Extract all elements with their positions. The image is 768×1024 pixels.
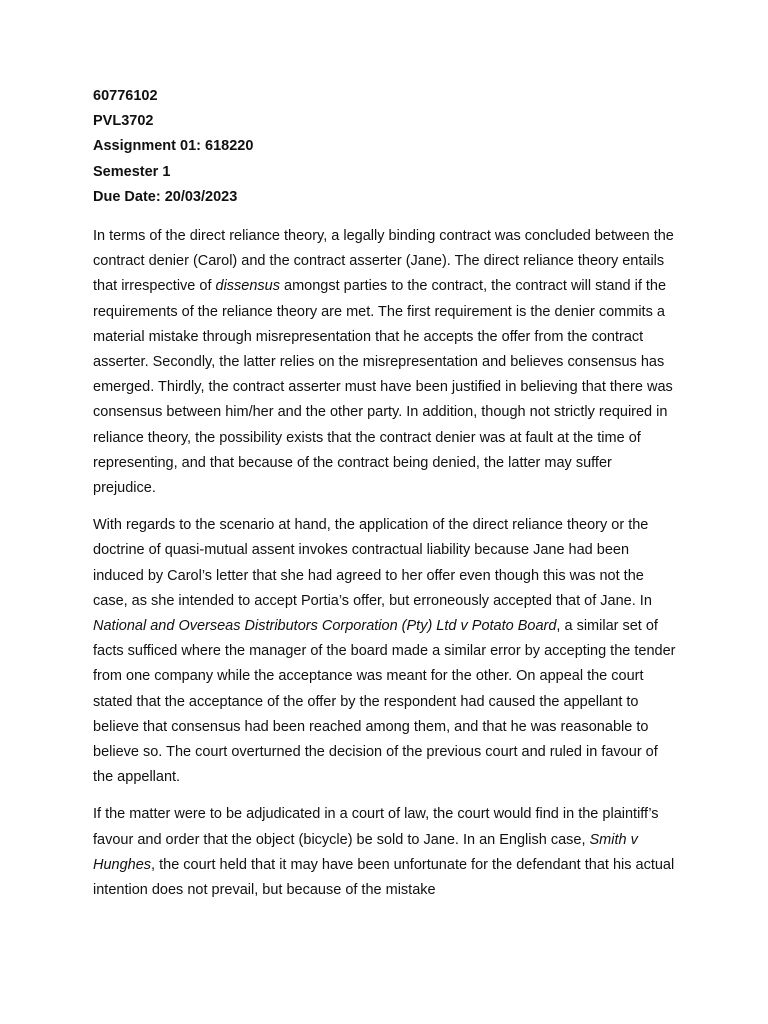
case-citation: Smith v Hunghes bbox=[93, 831, 638, 873]
document-page bbox=[93, 84, 678, 903]
document-header bbox=[93, 84, 678, 210]
assignment-number: Assignment 01: 618220 bbox=[93, 138, 254, 155]
student-number: 60776102 bbox=[93, 88, 158, 104]
paragraph-text: , the court held that it may have been unfortunate for the defendant that his actual intention does not prevail, but because of the mistake bbox=[93, 856, 675, 899]
paragraph-text: , a similar set of facts sufficed where the manager of the board made a similar error by accepting the tender from one company while the acceptance was meant for the other. On appeal the court stated that the acceptance of the offer by the respondent had caused the appellant to believe that consensus had been reached among them, and that he was reasonable to believe so. The court overturned the decision of the previous court and ruled in favour of the appellant. bbox=[93, 618, 676, 786]
paragraph-application bbox=[93, 513, 678, 790]
due-date: Due Date: 20/03/2023 bbox=[93, 188, 238, 205]
italic-term: dissensus bbox=[215, 278, 280, 295]
paragraph-court-finding bbox=[93, 802, 678, 903]
module-code: PVL3702 bbox=[93, 113, 154, 130]
paragraph-text: If the matter were to be adjudicated in a court of law, the court would find in the plaintiff’s favour and order that the object (bicycle) be sold to Jane. In an English case, bbox=[93, 806, 659, 848]
paragraph-reliance-theory bbox=[93, 224, 678, 501]
case-citation: National and Overseas Distributors Corporation (Pty) Ltd v Potato Board bbox=[93, 618, 557, 635]
semester: Semester 1 bbox=[93, 163, 171, 180]
paragraph-text: In terms of the direct reliance theory, a legally binding contract was concluded between the contract denier (Carol) and the contract asserter (Jane). The direct reliance theory entails that irrespective of bbox=[93, 228, 674, 295]
paragraph-text: With regards to the scenario at hand, the application of the direct reliance theory or the doctrine of quasi-mutual assent invokes contractual liability because Jane had been induced by Carol’s letter that she had agreed to her offer even though this was not the case, as she intended to accept Portia’s offer, but erroneously accepted that of Jane. In bbox=[93, 517, 652, 609]
paragraph-text: amongst parties to the contract, the contract will stand if the requirements of the reliance theory are met. The first requirement is the denier commits a material mistake through misrepresentation that he accepts the offer from the contract asserter. Secondly, the latter relies on the misrepresentation and believes consensus has emerged. Thirdly, the contract asserter must have been justified in believing that there was consensus between him/her and the other party. In addition, though not strictly required in reliance theory, the possibility exists that the contract denier was at fault at the time of representing, and that because of the contract being denied, the latter may suffer prejudice. bbox=[93, 278, 673, 497]
